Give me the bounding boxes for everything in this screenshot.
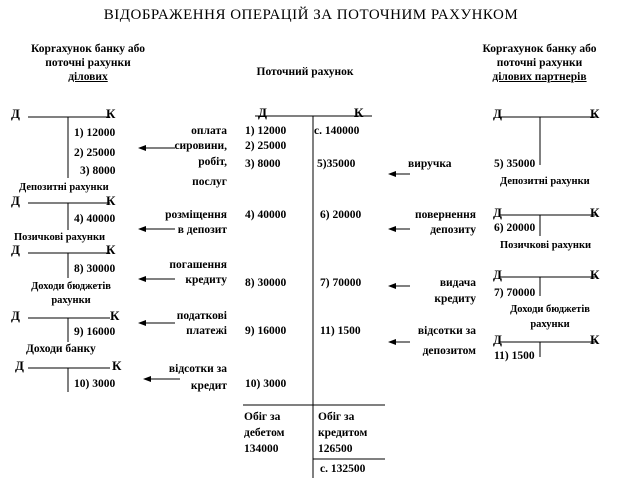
- left-operation-3-line-2: кредиту: [185, 274, 227, 286]
- left-operation-1-line-3: робіт,: [198, 156, 227, 168]
- left-operation-4-line-1: податкові: [176, 310, 227, 322]
- left-account-5-entry-1: 10) 3000: [74, 378, 116, 390]
- right-operation-2-line-2: депозиту: [430, 224, 476, 236]
- left-account-3-name: Позичкові рахунки: [14, 232, 106, 243]
- right-header-line-1: Корrахунок банку або: [482, 43, 597, 55]
- left-header-line-3: ділових: [68, 71, 108, 83]
- right-account-4-debit-mark: Д: [493, 332, 502, 347]
- center-debit-mark: Д: [258, 105, 267, 120]
- left-operation-2-line-2: в депозит: [177, 224, 227, 236]
- left-account-4-entry-1: 9) 16000: [74, 326, 116, 338]
- right-account-3-name-line-2: рахунки: [530, 319, 570, 330]
- credit-turnover-line-1: Обіг за: [318, 411, 355, 423]
- debit-turnover-value: 134000: [244, 443, 279, 455]
- left-operation-1-line-1: оплата: [191, 125, 227, 137]
- center-credit-mark: К: [354, 105, 364, 120]
- left-header-line-2: поточні рахунки: [45, 57, 131, 69]
- left-account-2-credit-mark: К: [106, 193, 116, 208]
- right-account-3-entry-1: 7) 70000: [494, 287, 536, 299]
- right-account-2-credit-mark: К: [590, 205, 600, 220]
- right-operation-4-line-1: відсотки за: [417, 325, 476, 337]
- right-account-3-credit-mark: К: [590, 267, 600, 282]
- left-account-1-debit-mark: Д: [11, 106, 20, 121]
- right-account-1-credit-mark: К: [590, 106, 600, 121]
- page-title: ВІДОБРАЖЕННЯ ОПЕРАЦІЙ ЗА ПОТОЧНИМ РАХУНКОМ: [103, 7, 519, 23]
- closing-balance: с. 132500: [320, 463, 366, 475]
- left-operation-1-line-2: сировини,: [174, 140, 227, 152]
- center-credit-entry-2: 5)35000: [317, 158, 356, 170]
- right-account-1-name: Депозитні рахунки: [500, 176, 590, 187]
- left-account-1-entry-1: 1) 12000: [74, 127, 116, 139]
- debit-turnover-line-2: дебетом: [244, 427, 285, 439]
- left-operation-2-line-1: розміщення: [165, 209, 227, 221]
- left-account-2-entry-1: 4) 40000: [74, 213, 116, 225]
- left-account-1-credit-mark: К: [106, 106, 116, 121]
- left-account-3-entry-1: 8) 30000: [74, 263, 116, 275]
- right-account-1-entry-1: 5) 35000: [494, 158, 536, 170]
- left-account-2-name: Депозитні рахунки: [19, 182, 109, 193]
- center-credit-entry-1: с. 140000: [314, 125, 360, 137]
- center-debit-entry-3: 3) 8000: [245, 158, 281, 170]
- right-operation-2-line-1: повернення: [414, 209, 476, 221]
- right-account-2-debit-mark: Д: [493, 205, 502, 220]
- right-arrow-1: [388, 171, 410, 177]
- left-account-4-name-line-1: Доходи бюджетів: [31, 281, 111, 292]
- left-operation-5-line-2: кредит: [190, 380, 227, 392]
- left-operation-4-line-2: платежі: [186, 325, 227, 337]
- left-account-4-credit-mark: К: [110, 308, 120, 323]
- left-account-4-debit-mark: Д: [11, 308, 20, 323]
- left-account-3-debit-mark: Д: [11, 242, 20, 257]
- left-header-line-1: Корrахунок банку або: [30, 43, 146, 55]
- center-debit-entry-6: 9) 16000: [245, 325, 287, 337]
- left-account-4-name-line-2: рахунки: [51, 295, 91, 306]
- left-account-5-debit-mark: Д: [15, 358, 24, 373]
- right-operation-3-line-2: кредиту: [434, 293, 476, 305]
- right-account-3-debit-mark: Д: [493, 267, 502, 282]
- right-operation-4-line-2: депозитом: [422, 345, 476, 357]
- left-operation-1-line-4: послуг: [192, 176, 227, 188]
- left-account-5-credit-mark: К: [112, 358, 122, 373]
- left-operation-3-line-1: погашення: [169, 259, 227, 271]
- center-debit-entry-5: 8) 30000: [245, 277, 287, 289]
- right-account-4-credit-mark: К: [590, 332, 600, 347]
- credit-turnover-line-2: кредитом: [318, 427, 368, 439]
- debit-turnover-line-1: Обіг за: [244, 411, 281, 423]
- right-account-1-debit-mark: Д: [493, 106, 502, 121]
- left-account-1-entry-2: 2) 25000: [74, 147, 116, 159]
- center-debit-entry-4: 4) 40000: [245, 209, 287, 221]
- center-credit-entry-3: 6) 20000: [320, 209, 362, 221]
- right-header-line-3: ділових партнерів: [492, 71, 587, 83]
- credit-turnover-value: 126500: [318, 443, 353, 455]
- right-header-line-2: поточні рахунки: [496, 57, 583, 69]
- right-account-4-entry-1: 11) 1500: [494, 350, 535, 362]
- left-account-2-debit-mark: Д: [11, 193, 20, 208]
- left-account-1-entry-3: 3) 8000: [80, 165, 116, 177]
- right-account-2-entry-1: 6) 20000: [494, 222, 536, 234]
- center-debit-entry-7: 10) 3000: [245, 378, 287, 390]
- right-operation-3-line-1: видача: [439, 277, 476, 289]
- left-account-3-credit-mark: К: [106, 242, 116, 257]
- right-account-3-name-line-1: Доходи бюджетів: [510, 304, 590, 315]
- center-credit-entry-4: 7) 70000: [320, 277, 362, 289]
- center-debit-entry-2: 2) 25000: [245, 140, 287, 152]
- center-credit-entry-5: 11) 1500: [320, 325, 361, 337]
- right-account-2-name: Позичкові рахунки: [500, 240, 592, 251]
- left-account-5-name: Доходи банку: [26, 343, 96, 355]
- center-debit-entry-1: 1) 12000: [245, 125, 287, 137]
- center-header: Поточний рахунок: [256, 66, 354, 78]
- left-operation-5-line-1: відсотки за: [168, 363, 227, 375]
- right-operation-1-line-1: виручка: [408, 158, 452, 170]
